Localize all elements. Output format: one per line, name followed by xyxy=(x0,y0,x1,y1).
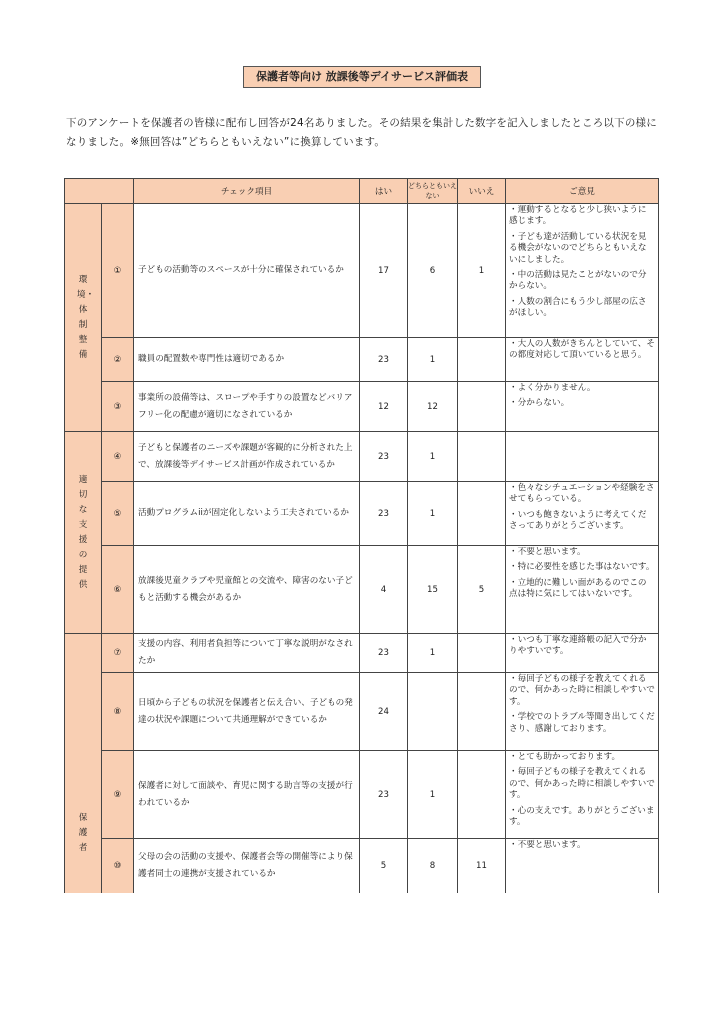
opinion-text: ・人数の割合にもう少し部屋の広さがほしい。 xyxy=(509,296,647,319)
table-row xyxy=(65,432,659,482)
opinion-text: ・不要と思います。 xyxy=(509,547,586,557)
category-label-text: 適切な支援の提供 xyxy=(78,474,88,590)
opinion-text: ・子ども達が活動している状況を見る機会がないのでどちらともいえないにしました。 xyxy=(509,231,647,265)
table-row xyxy=(65,204,659,338)
yes-count: 12 xyxy=(360,382,408,432)
check-item-text: 放課後児童クラブや児童館との交流や、障害のない子どもと活動する機会があるか xyxy=(134,546,360,634)
item-number: ② xyxy=(102,338,134,382)
no-count xyxy=(458,634,506,673)
no-count: 1 xyxy=(458,204,506,338)
yes-count: 4 xyxy=(360,546,408,634)
item-number: ④ xyxy=(102,432,134,482)
intro-paragraph: 下のアンケートを保護者の皆様に配布し回答が24名ありました。その結果を集計した数字を記入しましたところ以下の様になりました。※無回答は”どちらともいえない”に換算しています。 xyxy=(66,117,657,148)
yes-count: 23 xyxy=(360,634,408,673)
item-number: ⑦ xyxy=(102,634,134,673)
opinion-cell xyxy=(506,482,659,546)
no-count xyxy=(458,432,506,482)
opinion-text: ・毎回子どもの様子を教えてくれるので、何かあった時に相談しやすいです。 xyxy=(509,767,655,801)
table-row xyxy=(65,546,659,634)
document-title: 保護者等向け 放課後等デイサービス評価表 xyxy=(243,66,481,88)
neutral-count: 6 xyxy=(408,204,458,338)
category-label xyxy=(65,204,102,432)
yes-count: 24 xyxy=(360,673,408,751)
item-number: ⑤ xyxy=(102,482,134,546)
check-item-text: 事業所の設備等は、スロープや手すりの設置などバリアフリー化の配慮が適切になされているか xyxy=(134,382,360,432)
neutral-count: 1 xyxy=(408,751,458,839)
check-item-text: 職員の配置数や専門性は適切であるか xyxy=(134,338,360,382)
neutral-count: 1 xyxy=(408,634,458,673)
item-number: ⑧ xyxy=(102,673,134,751)
opinion-cell xyxy=(506,546,659,634)
check-item-text: 子どもの活動等のスペースが十分に確保されているか xyxy=(134,204,360,338)
yes-count: 17 xyxy=(360,204,408,338)
category-label-text: 環境・体制整備 xyxy=(77,274,95,360)
no-count: 5 xyxy=(458,546,506,634)
opinion-cell xyxy=(506,839,659,893)
item-number: ① xyxy=(102,204,134,338)
neutral-count xyxy=(408,673,458,751)
table-row xyxy=(65,634,659,673)
no-count xyxy=(458,673,506,751)
neutral-count: 8 xyxy=(408,839,458,893)
opinion-text: ・よく分かりません。 xyxy=(509,383,596,393)
neutral-count: 1 xyxy=(408,482,458,546)
item-number: ⑥ xyxy=(102,546,134,634)
opinion-text: ・不要と思います。 xyxy=(509,840,586,850)
table-row xyxy=(65,482,659,546)
yes-count: 23 xyxy=(360,338,408,382)
opinion-text: ・学校でのトラブル等聞き出してくださり、感謝しております。 xyxy=(509,712,655,734)
check-item-text: 保護者に対して面談や、育児に関する助言等の支援が行われているか xyxy=(134,751,360,839)
check-item-text: 子どもと保護者のニーズや課題が客観的に分析された上で、放課後等デイサービス計画が作成されているか xyxy=(134,432,360,482)
category-label-text: 保護者 xyxy=(78,812,88,853)
neutral-count: 15 xyxy=(408,546,458,634)
table-row xyxy=(65,751,659,839)
opinion-text: ・とても助かっております。 xyxy=(509,752,621,762)
no-count xyxy=(458,382,506,432)
opinion-text: ・運動するとなると少し狭いように感じます。 xyxy=(509,205,647,227)
opinion-text: ・いつも飽きないように考えてくださってありがとうございます。 xyxy=(509,509,647,532)
yes-count: 23 xyxy=(360,751,408,839)
header-check-item: チェック項目 xyxy=(134,179,360,204)
table-header-row xyxy=(65,179,659,204)
item-number: ⑩ xyxy=(102,839,134,893)
header-yes: はい xyxy=(360,179,408,204)
table-row xyxy=(65,673,659,751)
no-count: 11 xyxy=(458,839,506,893)
check-item-text: 活動プログラムiiが固定化しないよう工夫されているか xyxy=(134,482,360,546)
no-count xyxy=(458,482,506,546)
header-no: いいえ xyxy=(458,179,506,204)
header-neutral: どちらともいえない xyxy=(408,179,458,204)
yes-count: 23 xyxy=(360,432,408,482)
table-row xyxy=(65,839,659,893)
category-label xyxy=(65,634,102,893)
opinion-text: ・大人の人数がきちんとしていて、その都度対応して頂いていると思う。 xyxy=(509,339,655,361)
opinion-cell xyxy=(506,382,659,432)
header-opinion: ご意見 xyxy=(506,179,659,204)
no-count xyxy=(458,338,506,382)
opinion-text: ・いつも丁寧な連絡帳の記入で分かりやすいです。 xyxy=(509,635,647,657)
opinion-text: ・心の支えです。ありがとうございます。 xyxy=(509,805,655,828)
opinion-cell xyxy=(506,432,659,482)
item-number: ⑨ xyxy=(102,751,134,839)
opinion-text: ・特に必要性を感じた事はないです。 xyxy=(509,562,655,573)
evaluation-table xyxy=(64,178,659,893)
table-row xyxy=(65,338,659,382)
header-blank xyxy=(65,179,134,204)
opinion-cell xyxy=(506,634,659,673)
table-row xyxy=(65,382,659,432)
category-label xyxy=(65,432,102,634)
opinion-cell xyxy=(506,673,659,751)
no-count xyxy=(458,751,506,839)
yes-count: 5 xyxy=(360,839,408,893)
opinion-text: ・毎回子どもの様子を教えてくれるので、何かあった時に相談しやすいです。 xyxy=(509,674,655,707)
opinion-cell xyxy=(506,338,659,382)
opinion-text: ・色々なシチュエーションや経験をさせてもらっている。 xyxy=(509,483,655,505)
neutral-count: 1 xyxy=(408,338,458,382)
check-item-text: 支援の内容、利用者負担等について丁寧な説明がなされたか xyxy=(134,634,360,673)
yes-count: 23 xyxy=(360,482,408,546)
item-number: ③ xyxy=(102,382,134,432)
opinion-text: ・立地的に難しい面があるのでこの点は特に気にしてはいないです。 xyxy=(509,577,647,600)
opinion-cell xyxy=(506,204,659,338)
opinion-text: ・分からない。 xyxy=(509,398,570,409)
opinion-text: ・中の活動は見たことがないので分からない。 xyxy=(509,270,647,292)
check-item-text: 父母の会の活動の支援や、保護者会等の開催等により保護者同士の連携が支援されているか xyxy=(134,839,360,893)
opinion-cell xyxy=(506,751,659,839)
neutral-count: 1 xyxy=(408,432,458,482)
neutral-count: 12 xyxy=(408,382,458,432)
check-item-text: 日頃から子どもの状況を保護者と伝え合い、子どもの発達の状況や課題について共通理解ができているか xyxy=(134,673,360,751)
